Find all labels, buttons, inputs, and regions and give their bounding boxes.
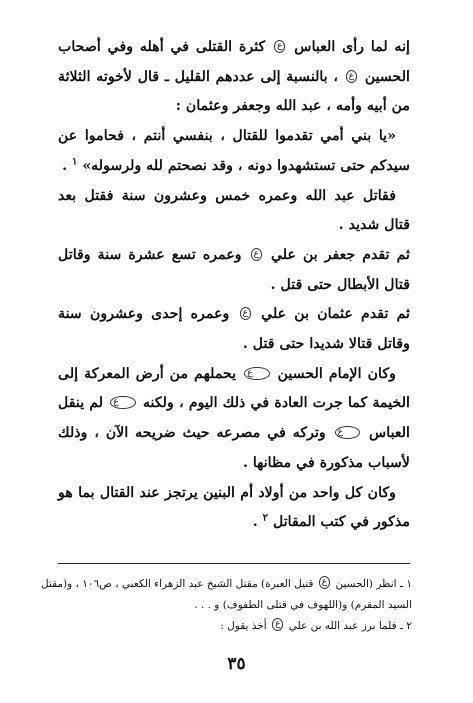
text-segment: قتيل العبرة) مقتل الشيخ عبد الزهراء الكعبي ، ص١٠٦ ، و(مقتل السيد المقرم) و(اللهوف في قتلى الطفوف) و . . . bbox=[40, 578, 412, 611]
text-segment: . bbox=[62, 157, 68, 174]
text-segment: وتركه في مصرعه حيث ضريحه الآن ، وذلك لأسباب مذكورة في مظانها . bbox=[58, 425, 410, 471]
paragraph-2-quote bbox=[58, 122, 410, 181]
paragraph-5 bbox=[58, 300, 410, 359]
text-segment: وكان الإمام الحسين bbox=[277, 365, 396, 382]
paragraph-4 bbox=[58, 241, 410, 300]
honorific-seal: ع bbox=[335, 426, 360, 439]
honorific-seal: ع bbox=[251, 248, 262, 261]
footnotes bbox=[40, 574, 412, 637]
text-segment: ثم تقدم جعفر بن علي bbox=[270, 246, 410, 263]
text-segment: وكان كل واحد من أولاد أم البنين يرتجز عند القتال بما هو مذكور في كتب المقاتل bbox=[58, 484, 410, 531]
honorific-seal: ع bbox=[240, 307, 251, 320]
text-segment: وعمره إحدى وعشرون سنة وقاتل قتالا شديدا حتى قتل . bbox=[58, 306, 410, 353]
honorific-seal: ع bbox=[244, 367, 269, 380]
page-number: ٣٥ bbox=[227, 654, 246, 674]
paragraph-1 bbox=[58, 33, 410, 122]
honorific-seal: ع bbox=[272, 618, 283, 631]
text-segment: أخذ يقول : bbox=[220, 620, 267, 632]
honorific-seal: ع bbox=[346, 70, 357, 83]
text-segment: وعمره تسع عشرة سنة وقاتل قتال الأبطال حتى قتل . bbox=[58, 246, 410, 293]
footnote-2 bbox=[40, 616, 412, 637]
footnote-divider bbox=[58, 563, 410, 564]
honorific-seal: ع bbox=[110, 396, 135, 409]
text-segment: . bbox=[252, 514, 258, 531]
footnote-ref-1[interactable]: ١ bbox=[71, 156, 78, 168]
text-segment: إنه لما رأى العباس bbox=[294, 39, 411, 55]
honorific-seal: ع bbox=[319, 576, 330, 589]
footnote-ref-2[interactable]: ٢ bbox=[262, 512, 268, 524]
quote-text: «يا بني أمي تقدموا للقتال ، بنفسي أنتم ، فحاموا عن سيدكم حتى تستشهدوا دونه ، وقد نصحتم لله ولرسوله» bbox=[58, 128, 410, 174]
paragraph-6 bbox=[58, 360, 410, 479]
main-text bbox=[58, 33, 410, 538]
paragraph-3: فقاتل عبد الله وعمره خمس وعشرون سنة فقتل بعد قتال شديد . bbox=[58, 187, 410, 234]
honorific-seal: ع bbox=[274, 40, 285, 53]
text-segment: يحملهم من أرض المعركة إلى الخيمة كما جرت العادة في ذلك اليوم ، ولكنه bbox=[58, 365, 410, 412]
footnote-1 bbox=[40, 574, 412, 616]
text-segment: لم ينقل العباس bbox=[58, 395, 410, 442]
text-segment: ، بالنسبة إلى عددهم القليل ـ قال لأخوته الثلاثة من أبيه وأمه ، عبد الله وجعفر وعثمان : bbox=[58, 68, 410, 115]
text-segment: ثم تقدم عثمان بن علي bbox=[261, 306, 410, 323]
text-segment: ١ ـ انظر (الحسين bbox=[335, 578, 412, 590]
paragraph-7 bbox=[58, 479, 410, 538]
text-segment: ٢ ـ فلما برز عبد الله بن علي bbox=[288, 620, 412, 632]
text-segment: كثرة القتلى في أهله وفي أصحاب الحسين bbox=[58, 39, 410, 85]
